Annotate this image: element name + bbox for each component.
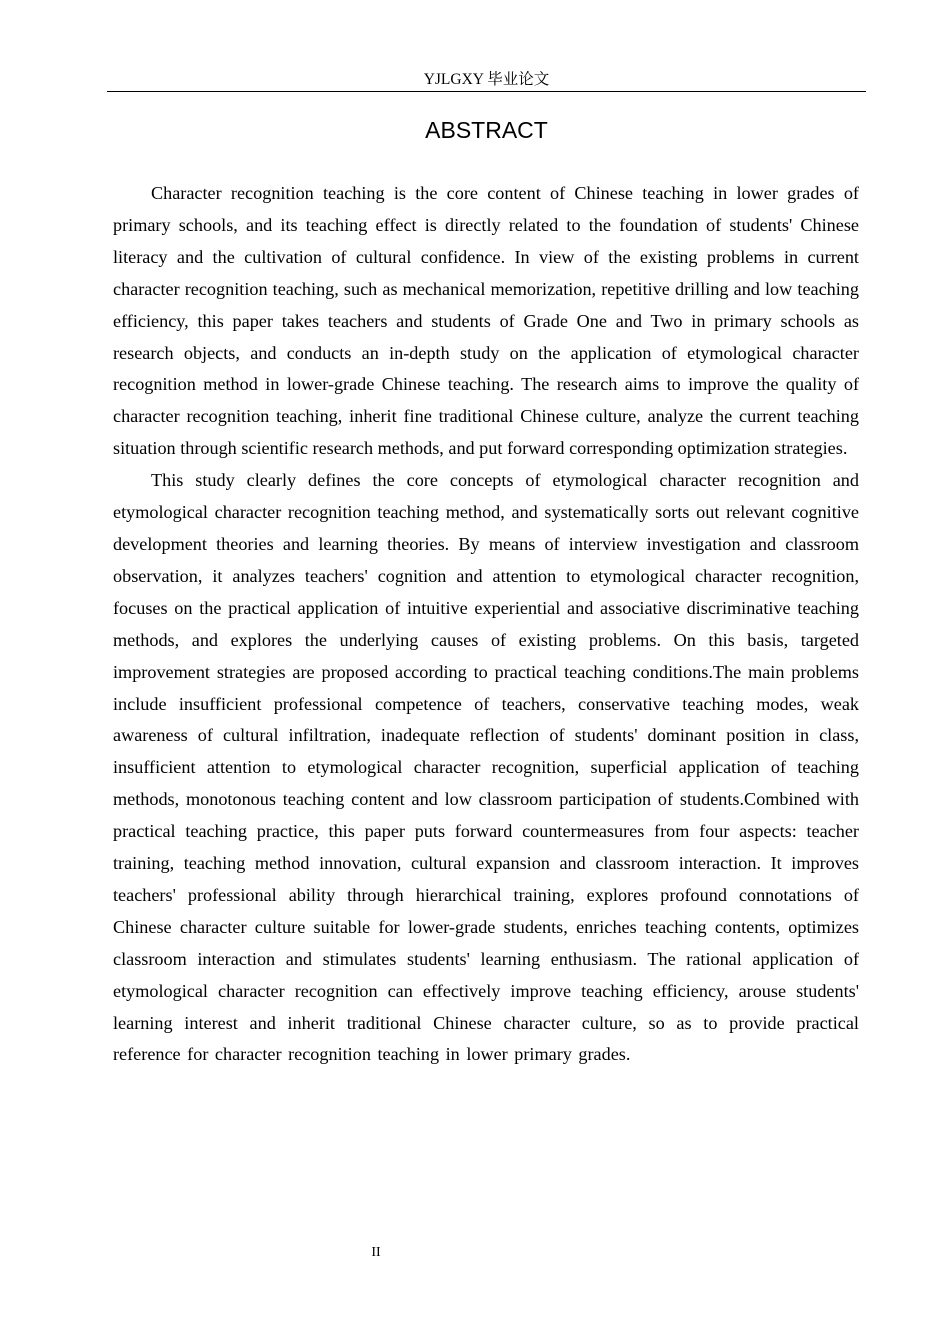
page-number: II	[371, 1245, 381, 1260]
running-header: YJLGXY 毕业论文	[423, 71, 550, 88]
abstract-paragraph-2: This study clearly defines the core concepts of etymological character recognition and etymological character recognition teaching method, and systematically sorts out relevant cognitive development theories and learning theories. By means of interview investigation and classroom observation, it analyzes teachers' cognition and attention to etymological character recognition, focuses on the practical application of intuitive experiential and associative discriminative teaching methods, and explores the underlying causes of existing problems. On this basis, targeted improvement strategies are proposed according to practical teaching conditions.The main problems include insufficient professional competence of teachers, conservative teaching modes, weak awareness of cultural infiltration, inadequate reflection of students' dominant position in class, insufficient attention to etymological character recognition, superficial application of teaching methods, monotonous teaching content and low classroom participation of students.Combined with practical teaching practice, this paper puts forward countermeasures from four aspects: teacher training, teaching method innovation, cultural expansion and classroom interaction. It improves teachers' professional ability through hierarchical training, explores profound connotations of Chinese character culture suitable for lower-grade students, enriches teaching contents, optimizes classroom interaction and stimulates students' learning enthusiasm. The rational application of etymological character recognition can effectively improve teaching efficiency, arouse students' learning interest and inherit traditional Chinese character culture, so as to provide practical reference for character recognition teaching in lower primary grades.	[113, 470, 859, 1065]
abstract-body	[113, 178, 859, 1071]
abstract-paragraph-1: Character recognition teaching is the core content of Chinese teaching in lower grades of primary schools, and its teaching effect is directly related to the foundation of students' Chinese literacy and the cultivation of cultural confidence. In view of the existing problems in current character recognition teaching, such as mechanical memorization, repetitive drilling and low teaching efficiency, this paper takes teachers and students of Grade One and Two in primary schools as research objects, and conducts an in-depth study on the application of etymological character recognition method in lower-grade Chinese teaching. The research aims to improve the quality of character recognition teaching, inherit fine traditional Chinese culture, analyze the current teaching situation through scientific research methods, and put forward corresponding optimization strategies.	[113, 183, 859, 459]
header-rule	[107, 91, 866, 92]
abstract-title: ABSTRACT	[425, 117, 548, 143]
